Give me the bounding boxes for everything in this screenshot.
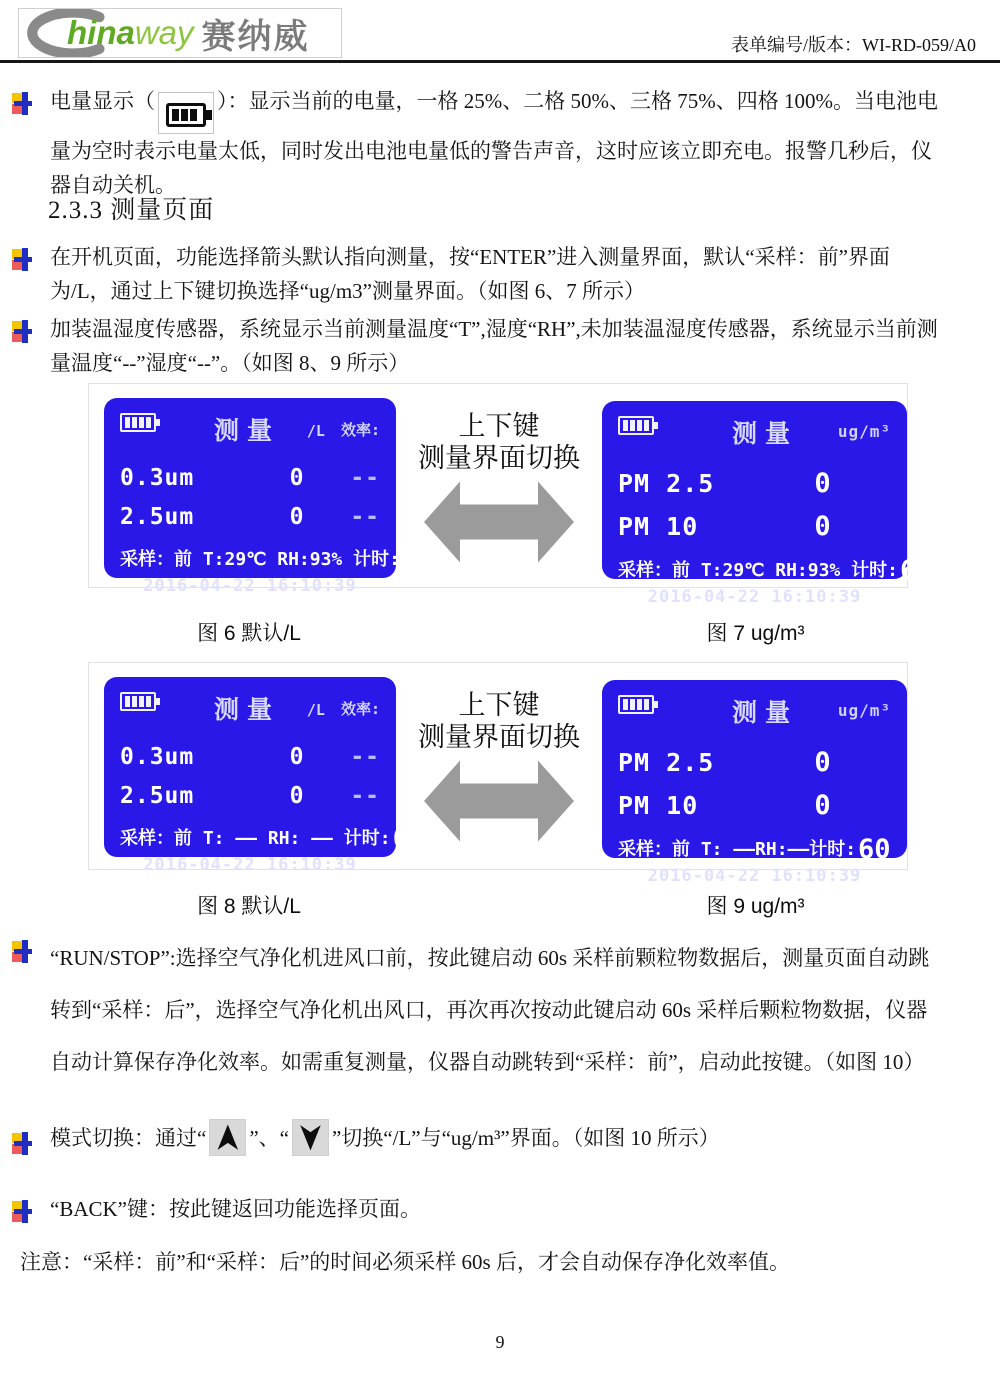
battery-icon [158, 92, 214, 134]
lcd-row-03um: 0.3um 0 -- [120, 744, 381, 770]
lcd-title: 测量 [214, 696, 281, 724]
lcd-row-25um: 2.5um 0 -- [120, 504, 381, 530]
page-number: 9 [495, 1332, 505, 1352]
lcd-datetime: 2016-04-22 16:10:39 [647, 587, 862, 607]
bullet-icon [12, 940, 34, 964]
lcd-efficiency-label: 效率: [340, 421, 380, 439]
runstop-paragraph-text: “RUN/STOP”:选择空气净化机进风口前，按此键启动 60s 采样前颗粒物数据后，测量页面自动跳转到“采样：后”，选择空气净化机出风口，再次再次按动此键启动 60s 采样后颗粒物数据，仪器自动计算保存净化效率。如需重复测量，仪器自动跳转到“采样：前”，启动此按键。（如图 10） [50, 946, 930, 1074]
mode-text-3: ”切换“/L”与“ug/m³”界面。（如图 10 所示） [331, 1126, 720, 1150]
lcd-status-line: 采样：前 T: ——RH:——计时: 60 [618, 834, 891, 865]
lcd-title: 测量 [732, 699, 799, 727]
lcd-screen-fig7 [602, 401, 933, 607]
switch-hint [396, 663, 602, 869]
lcd-unit: ug/m³ [837, 701, 891, 720]
battery-level-icon [120, 692, 156, 711]
note-paragraph: 注意：“采样：前”和“采样：后”的时间必须采样 60s 后，才会自动保存净化效率值。 [20, 1250, 790, 1274]
lcd-status-line: 采样：前 T:29℃ RH:93% 计时: 60 [120, 544, 435, 575]
caption-fig6: 图 6 默认/L [197, 622, 301, 645]
lcd-row-pm10: PM 10 0 [618, 790, 832, 821]
lcd-unit: /L [306, 422, 325, 440]
section-heading: 2.3.3 测量页面 [48, 197, 215, 224]
lcd-timer: 60 [858, 834, 891, 865]
mode-paragraph-text [50, 1118, 1000, 1158]
caption-fig9: 图 9 ug/m³ [706, 895, 805, 918]
lcd-datetime: 2016-04-22 16:10:39 [143, 855, 357, 875]
mode-text-2: ”、“ [249, 1126, 289, 1150]
figure-group-8-9 [88, 662, 908, 886]
switch-hint-line2: 测量界面切换 [418, 722, 580, 752]
battery-text-post: ）：显示当前的电量，一格 25%、二格 50%、三格 75%、四格 100%。当电池电量为空时表示电量太低，同时发出电池电量低的警告声音，这时应该立即充电。报警几秒后，仪器自动关机。 [50, 89, 938, 197]
battery-paragraph [0, 84, 1000, 202]
lcd-title: 测量 [214, 417, 281, 445]
runstop-paragraph [0, 932, 1000, 1088]
double-arrow-icon [424, 476, 574, 568]
battery-level-icon [120, 413, 156, 432]
mode-paragraph [0, 1118, 1000, 1158]
doc-ref: 表单编号/版本：WI-RD-059/A0 [731, 35, 976, 55]
up-arrow-key-icon [209, 1119, 246, 1156]
lcd-row-pm25: PM 2.5 0 [618, 468, 832, 499]
bullet-icon [12, 1200, 34, 1224]
logo-text-hina: hina [67, 14, 135, 51]
lcd-row-pm10: PM 10 0 [618, 511, 832, 542]
lcd-screen-fig9 [602, 680, 907, 886]
lcd-datetime: 2016-04-22 16:10:39 [143, 576, 357, 596]
bullet-icon [12, 248, 34, 272]
lcd-screen-fig6 [104, 398, 435, 596]
caption-fig7: 图 7 ug/m³ [706, 622, 805, 645]
lcd-datetime: 2016-04-22 16:10:39 [647, 866, 862, 886]
sensor-paragraph-text: 加装温湿度传感器，系统显示当前测量温度“T”,湿度“RH”,未加装温湿度传感器，系统显示当前测量温度“--”湿度“--”。（如图 8、9 所示） [50, 317, 938, 375]
lcd-unit: /L [306, 701, 325, 719]
caption-fig8: 图 8 默认/L [197, 895, 301, 918]
sensor-paragraph [0, 312, 1000, 380]
switch-hint-line1: 上下键 [458, 411, 540, 441]
enter-paragraph [0, 240, 1000, 308]
down-arrow-key-icon [292, 1119, 329, 1156]
lcd-row-25um: 2.5um 0 -- [120, 783, 381, 809]
lcd-screen-fig8 [104, 677, 426, 875]
battery-level-icon [618, 695, 654, 714]
bullet-icon [12, 320, 34, 344]
captions-6-7 [88, 617, 908, 647]
logo-text-cn: 赛纳威 [201, 17, 310, 56]
bullet-icon [12, 1132, 34, 1156]
captions-8-9 [88, 890, 908, 920]
figure-group-6-7 [88, 383, 933, 607]
lcd-status-line: 采样：前 T:29℃ RH:93% 计时: 60 [618, 555, 933, 586]
battery-level-icon [618, 416, 654, 435]
lcd-status-line: 采样：前 T: —— RH: —— 计时: 60 [120, 823, 426, 854]
company-logo [18, 8, 342, 58]
switch-hint [396, 384, 602, 587]
lcd-unit: ug/m³ [837, 422, 891, 441]
lcd-efficiency-label: 效率: [340, 700, 380, 718]
enter-paragraph-text: 在开机页面，功能选择箭头默认指向测量，按“ENTER”进入测量界面，默认“采样：前”界面为/L，通过上下键切换选择“ug/m3”测量界面。（如图 6、7 所示） [50, 245, 890, 303]
lcd-title: 测量 [732, 420, 799, 448]
bullet-icon [12, 92, 34, 116]
lcd-timer: 60 [401, 544, 435, 575]
switch-hint-line1: 上下键 [458, 690, 540, 720]
lcd-row-pm25: PM 2.5 0 [618, 747, 832, 778]
battery-text-pre: 电量显示（ [50, 89, 155, 113]
back-paragraph [0, 1192, 1000, 1226]
back-paragraph-text: “BACK”键：按此键返回功能选择页面。 [50, 1197, 421, 1221]
switch-hint-line2: 测量界面切换 [418, 443, 580, 473]
battery-paragraph-text [50, 84, 1000, 202]
lcd-row-03um: 0.3um 0 -- [120, 465, 381, 491]
header-divider [0, 60, 1000, 63]
lcd-timer: 60 [392, 823, 426, 854]
mode-text-1: 模式切换：通过“ [50, 1126, 207, 1150]
lcd-timer: 60 [899, 555, 933, 586]
double-arrow-icon [424, 755, 574, 847]
logo-text-way: way [134, 14, 194, 51]
